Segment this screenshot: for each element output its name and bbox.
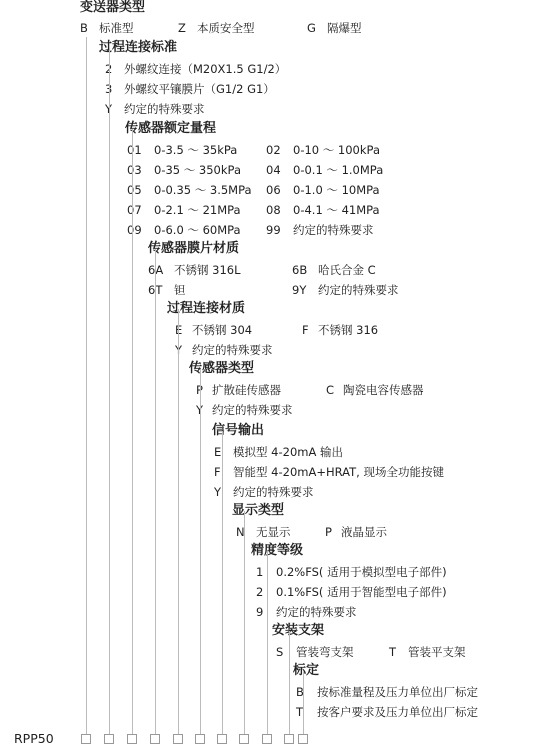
option-desc: 不锈钢 316L: [174, 263, 241, 277]
option-desc: 不锈钢 304: [192, 323, 253, 337]
option-desc: 约定的特殊要求: [318, 283, 399, 297]
option-code: Z: [178, 21, 186, 35]
option-desc: 不锈钢 316: [318, 323, 379, 337]
option-desc: 陶瓷电容传感器: [343, 383, 424, 397]
option-code: Y: [175, 343, 183, 357]
option-desc: 0-0.1 ～ 1.0MPa: [293, 163, 384, 177]
connector-line: [132, 129, 133, 734]
option-code: 06: [266, 183, 281, 197]
option-code: T: [296, 705, 304, 719]
option-desc: 钽: [174, 283, 186, 297]
option-code: F: [214, 465, 221, 479]
section-title: 变送器类型: [80, 0, 146, 15]
option-desc: 无显示: [256, 525, 291, 539]
option-code: S: [276, 645, 284, 659]
option-code: 3: [105, 82, 113, 96]
option-desc: 按客户要求及压力单位出厂标定: [317, 705, 478, 719]
option-code: Y: [196, 403, 204, 417]
option-code: P: [196, 383, 203, 397]
option-code: 07: [127, 203, 142, 217]
option-desc: 本质安全型: [197, 21, 255, 35]
section-title: 传感器类型: [189, 361, 255, 376]
option-code: N: [236, 525, 245, 539]
option-desc: 约定的特殊要求: [233, 485, 314, 499]
connector-line: [267, 551, 268, 734]
code-box: [262, 734, 272, 744]
option-code: 2: [105, 62, 113, 76]
option-code: E: [214, 445, 222, 459]
option-code: 05: [127, 183, 142, 197]
section-title: 过程连接标准: [99, 40, 178, 55]
option-desc: 外螺纹平镶膜片（G1/2 G1）: [124, 82, 275, 96]
connector-line: [155, 249, 156, 734]
code-box: [173, 734, 183, 744]
model-code: RPP50: [14, 731, 54, 746]
option-desc: 标准型: [99, 21, 134, 35]
option-code: C: [326, 383, 335, 397]
option-desc: 约定的特殊要求: [293, 223, 374, 237]
code-box: [298, 734, 308, 744]
connector-line: [289, 631, 290, 734]
code-box: [81, 734, 91, 744]
option-code: 03: [127, 163, 142, 177]
option-desc: 模拟型 4-20mA 输出: [233, 445, 343, 459]
option-code: P: [325, 525, 332, 539]
code-box: [127, 734, 137, 744]
option-code: 6B: [292, 263, 308, 277]
section-title: 过程连接材质: [167, 301, 246, 316]
option-desc: 0-4.1 ～ 41MPa: [293, 203, 380, 217]
section-title: 标定: [293, 663, 320, 678]
option-desc: 约定的特殊要求: [212, 403, 293, 417]
section-title: 信号输出: [212, 423, 265, 438]
option-code: 1: [256, 565, 264, 579]
option-desc: 0.2%FS( 适用于模拟型电子部件): [276, 565, 447, 579]
option-desc: 按标准量程及压力单位出厂标定: [317, 685, 478, 699]
option-code: 2: [256, 585, 264, 599]
section-title: 显示类型: [232, 503, 285, 518]
code-box: [195, 734, 205, 744]
code-box: [150, 734, 160, 744]
code-box: [284, 734, 294, 744]
option-code: Y: [214, 485, 222, 499]
option-desc: 0.1%FS( 适用于智能型电子部件): [276, 585, 447, 599]
connector-line: [200, 369, 201, 734]
option-desc: 约定的特殊要求: [192, 343, 273, 357]
option-desc: 0-10 ～ 100kPa: [293, 143, 380, 157]
option-code: 6A: [148, 263, 164, 277]
option-desc: 约定的特殊要求: [276, 605, 357, 619]
connector-line: [109, 48, 110, 734]
option-code: T: [389, 645, 397, 659]
option-code: 04: [266, 163, 281, 177]
connector-line: [303, 671, 304, 734]
section-title: 传感器额定量程: [125, 121, 217, 136]
option-desc: 液晶显示: [341, 525, 387, 539]
option-desc: 0-3.5 ～ 35kPa: [154, 143, 238, 157]
option-code: Y: [105, 102, 113, 116]
option-code: B: [80, 21, 88, 35]
option-desc: 管装平支架: [408, 645, 466, 659]
option-desc: 哈氏合金 C: [318, 263, 376, 277]
section-title: 安装支架: [272, 623, 325, 638]
option-code: 01: [127, 143, 142, 157]
option-desc: 约定的特殊要求: [124, 102, 205, 116]
option-code: 09: [127, 223, 142, 237]
code-box: [217, 734, 227, 744]
option-desc: 0-6.0 ～ 60MPa: [154, 223, 241, 237]
option-desc: 隔爆型: [327, 21, 362, 35]
section-title: 精度等级: [251, 543, 304, 558]
option-desc: 扩散硅传感器: [212, 383, 281, 397]
option-code: 02: [266, 143, 281, 157]
connector-line: [222, 431, 223, 734]
section-title: 传感器膜片材质: [148, 241, 240, 256]
code-box: [104, 734, 114, 744]
option-code: 08: [266, 203, 281, 217]
option-desc: 智能型 4-20mA+HRAT, 现场全功能按键: [233, 465, 444, 479]
option-code: 9Y: [292, 283, 307, 297]
connector-line: [244, 511, 245, 734]
option-desc: 0-0.35 ～ 3.5MPa: [154, 183, 252, 197]
code-box: [239, 734, 249, 744]
option-desc: 0-35 ～ 350kPa: [154, 163, 241, 177]
option-code: F: [302, 323, 309, 337]
option-code: G: [307, 21, 316, 35]
option-code: B: [296, 685, 304, 699]
option-desc: 0-1.0 ～ 10MPa: [293, 183, 380, 197]
connector-line: [86, 37, 87, 734]
option-desc: 0-2.1 ～ 21MPa: [154, 203, 241, 217]
option-code: 99: [266, 223, 281, 237]
option-desc: 外螺纹连接（M20X1.5 G1/2）: [124, 62, 287, 76]
option-code: 9: [256, 605, 264, 619]
option-code: E: [175, 323, 183, 337]
option-code: 6T: [148, 283, 163, 297]
connector-line: [178, 309, 179, 734]
option-desc: 管装弯支架: [296, 645, 354, 659]
